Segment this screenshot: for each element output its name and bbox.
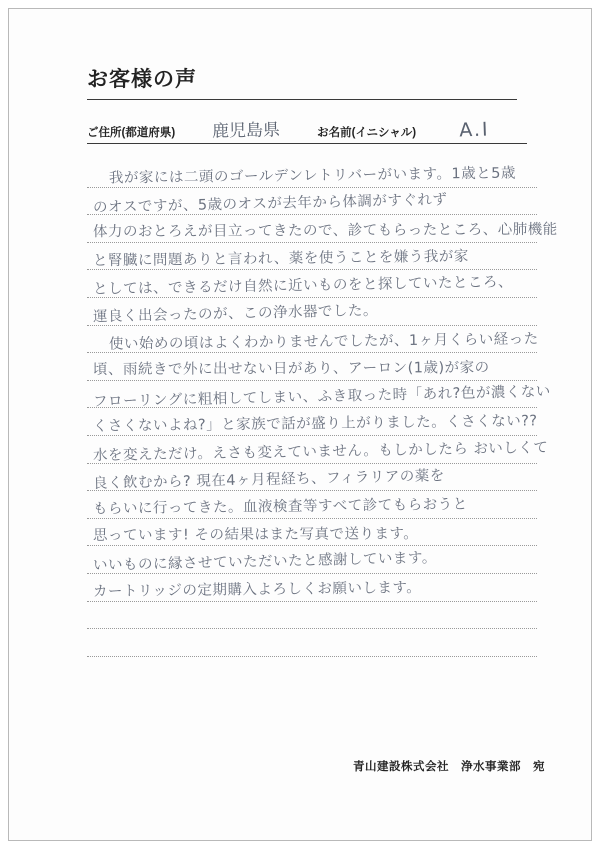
handwritten-line <box>87 326 537 354</box>
handwritten-text: カートリッジの定期購入よろしくお願いします。 <box>92 579 422 601</box>
handwritten-line <box>87 353 537 381</box>
blank-line <box>87 629 537 657</box>
name-label: お名前(イニシャル) <box>317 127 417 139</box>
handwritten-line <box>87 243 537 271</box>
handwritten-line <box>87 270 537 298</box>
blank-line <box>87 602 537 630</box>
handwritten-line <box>87 188 537 216</box>
handwritten-text: 思っています! その結果はまた写真で送ります。 <box>92 525 419 544</box>
document-sheet <box>9 9 591 840</box>
handwritten-line <box>87 519 537 547</box>
form-fields-row <box>87 116 527 142</box>
page-frame <box>8 8 592 841</box>
handwritten-text: と腎臓に問題ありと言われ、薬を使うことを嫌う我が家 <box>92 248 469 270</box>
handwritten-text: フローリングに粗相してしまい、ふき取った時「あれ?色が濃くない <box>92 383 552 411</box>
name-value: A.I <box>459 118 491 142</box>
page-title: お客様の声 <box>87 68 197 91</box>
handwritten-line <box>87 298 537 326</box>
handwritten-line <box>87 464 537 492</box>
handwritten-text: 運良く出会ったのが、この浄水器でした。 <box>92 302 379 326</box>
handwritten-line <box>87 574 537 602</box>
footer-recipient: 青山建設株式会社 浄水事業部 宛 <box>353 761 545 773</box>
handwritten-text: いいものに縁させていただいたと感謝しています。 <box>92 550 437 575</box>
handwritten-line <box>87 408 537 436</box>
handwritten-line <box>87 491 537 519</box>
handwritten-text: のオスですが、5歳のオスが去年から体調がすぐれず <box>92 191 448 216</box>
title-divider <box>87 99 517 100</box>
handwritten-text: もらいに行ってきた。血液検査等すべて診てもらおうと <box>92 496 468 518</box>
handwritten-text: としては、できるだけ自然に近いものをと探していたところ、 <box>92 274 514 299</box>
handwritten-text: 水を変えただけ。えさも変えていません。もしかしたら おいしくて <box>92 440 549 465</box>
address-label: ご住所(都道府県) <box>87 127 176 139</box>
handwritten-text: 使い始めの頃はよくわかりませんでしたが、1ヶ月くらい経った <box>108 331 539 353</box>
handwritten-line <box>87 381 552 411</box>
handwritten-body <box>87 160 558 680</box>
handwritten-text: くさくないよね?」と家族で話が盛り上がりました。くさくない?? <box>92 413 538 436</box>
address-value: 鹿児島県 <box>212 120 281 142</box>
handwritten-text: 良く飲むから? 現在4ヶ月程経ち、フィラリアの薬を <box>92 467 446 492</box>
handwritten-text: 体力のおとろえが目立ってきたので、診てもらったところ、心肺機能 <box>92 222 558 241</box>
handwritten-line <box>87 215 558 243</box>
field-underline <box>87 143 527 144</box>
handwritten-line <box>87 436 549 465</box>
handwritten-line <box>87 160 537 188</box>
handwritten-text: 頃、雨続きで外に出せない日があり、アーロン(1歳)が家の <box>92 360 490 379</box>
handwritten-line <box>87 546 537 574</box>
handwritten-text: 我が家には二頭のゴールデンレトリバーがいます。1歳と5歳 <box>108 165 517 187</box>
